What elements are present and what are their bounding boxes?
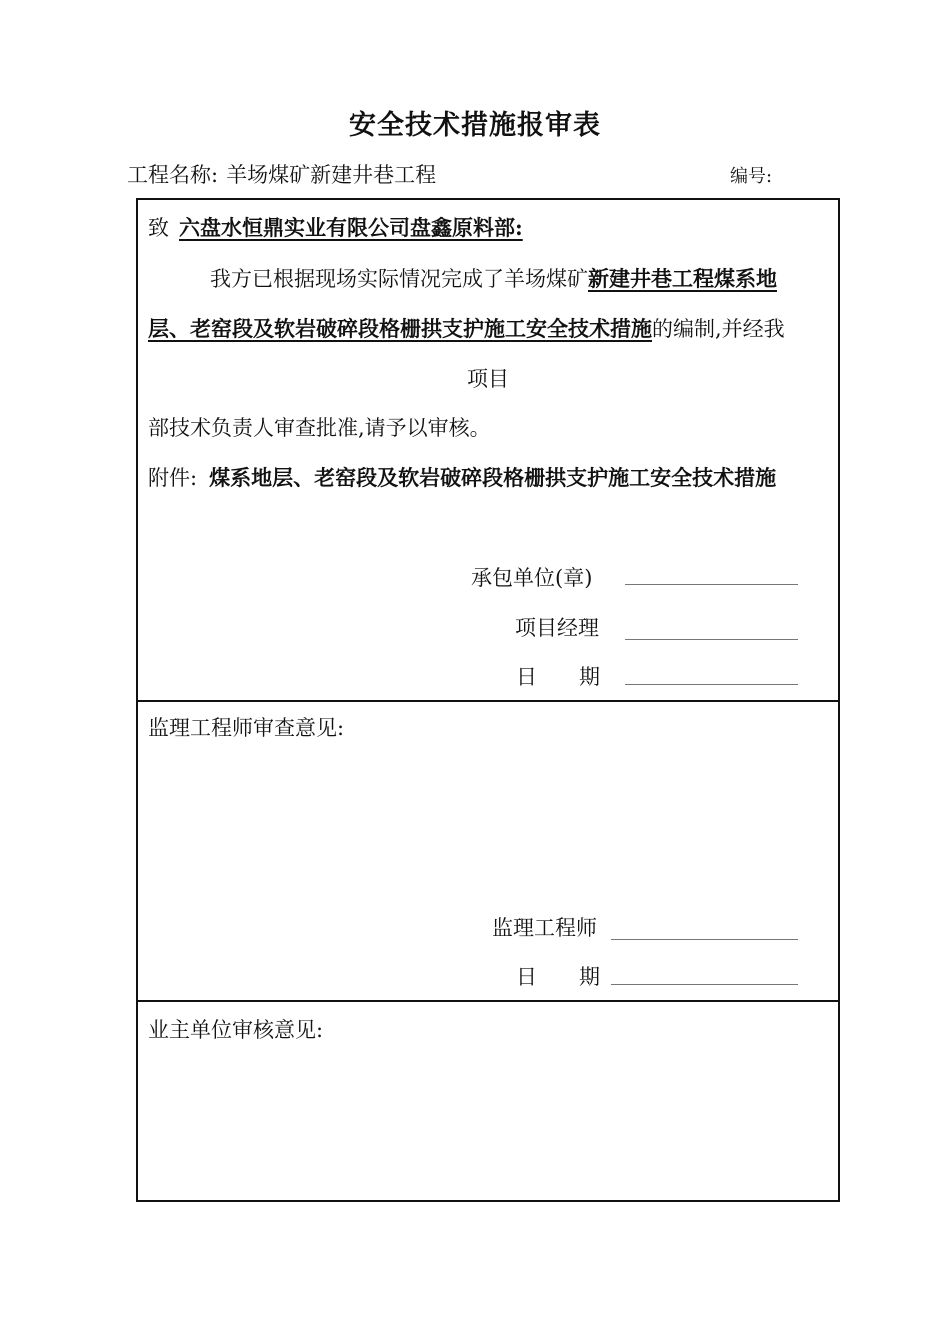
attachment-line <box>148 463 776 493</box>
submission-date-label: 日 期 <box>516 665 600 689</box>
form-title: 安全技术措施报审表 <box>349 110 601 141</box>
submission-section <box>138 200 838 702</box>
owner-section <box>138 1002 838 1200</box>
supervisor-section <box>138 702 838 1002</box>
owner-heading: 业主单位审核意见: <box>148 1018 324 1042</box>
body-part2: 的编制,并经我 <box>652 317 785 341</box>
body-line-1 <box>210 264 777 294</box>
supervisor-date-line <box>611 984 798 985</box>
to-prefix: 致 <box>148 216 169 240</box>
approval-table <box>136 198 840 1202</box>
supervisor-heading: 监理工程师审查意见: <box>148 716 345 740</box>
body-line-3: 项目 <box>467 367 509 391</box>
body-line-2 <box>148 314 785 344</box>
submission-date-line <box>625 684 798 685</box>
body-line-4: 部技术负责人审查批准,请予以审核。 <box>148 416 491 440</box>
manager-signature-line <box>625 639 798 640</box>
manager-label: 项目经理 <box>515 616 599 640</box>
project-label: 工程名称: <box>127 163 219 187</box>
code-line <box>730 164 772 190</box>
attachment-title: 煤系地层、老窑段及软岩破碎段格栅拱支护施工安全技术措施 <box>209 465 777 490</box>
recipient-line <box>148 213 523 243</box>
project-name-line <box>127 160 436 190</box>
measure-title-part2: 层、老窑段及软岩破碎段格栅拱支护施工安全技术措施 <box>148 316 652 341</box>
measure-title-part1: 新建井巷工程煤系地 <box>588 266 777 291</box>
contractor-signature-line <box>625 584 798 585</box>
supervisor-signature-line <box>611 939 798 940</box>
attachment-label: 附件: <box>148 466 198 490</box>
recipient: 六盘水恒鼎实业有限公司盘鑫原料部: <box>179 215 523 240</box>
project-name: 羊场煤矿新建井巷工程 <box>226 163 437 187</box>
body-part1: 我方已根据现场实际情况完成了羊场煤矿 <box>210 267 588 291</box>
supervisor-date-label: 日 期 <box>516 965 600 989</box>
code-label: 编号: <box>730 166 773 187</box>
supervisor-engineer-label: 监理工程师 <box>492 916 597 940</box>
contractor-label: 承包单位(章) <box>471 566 593 590</box>
